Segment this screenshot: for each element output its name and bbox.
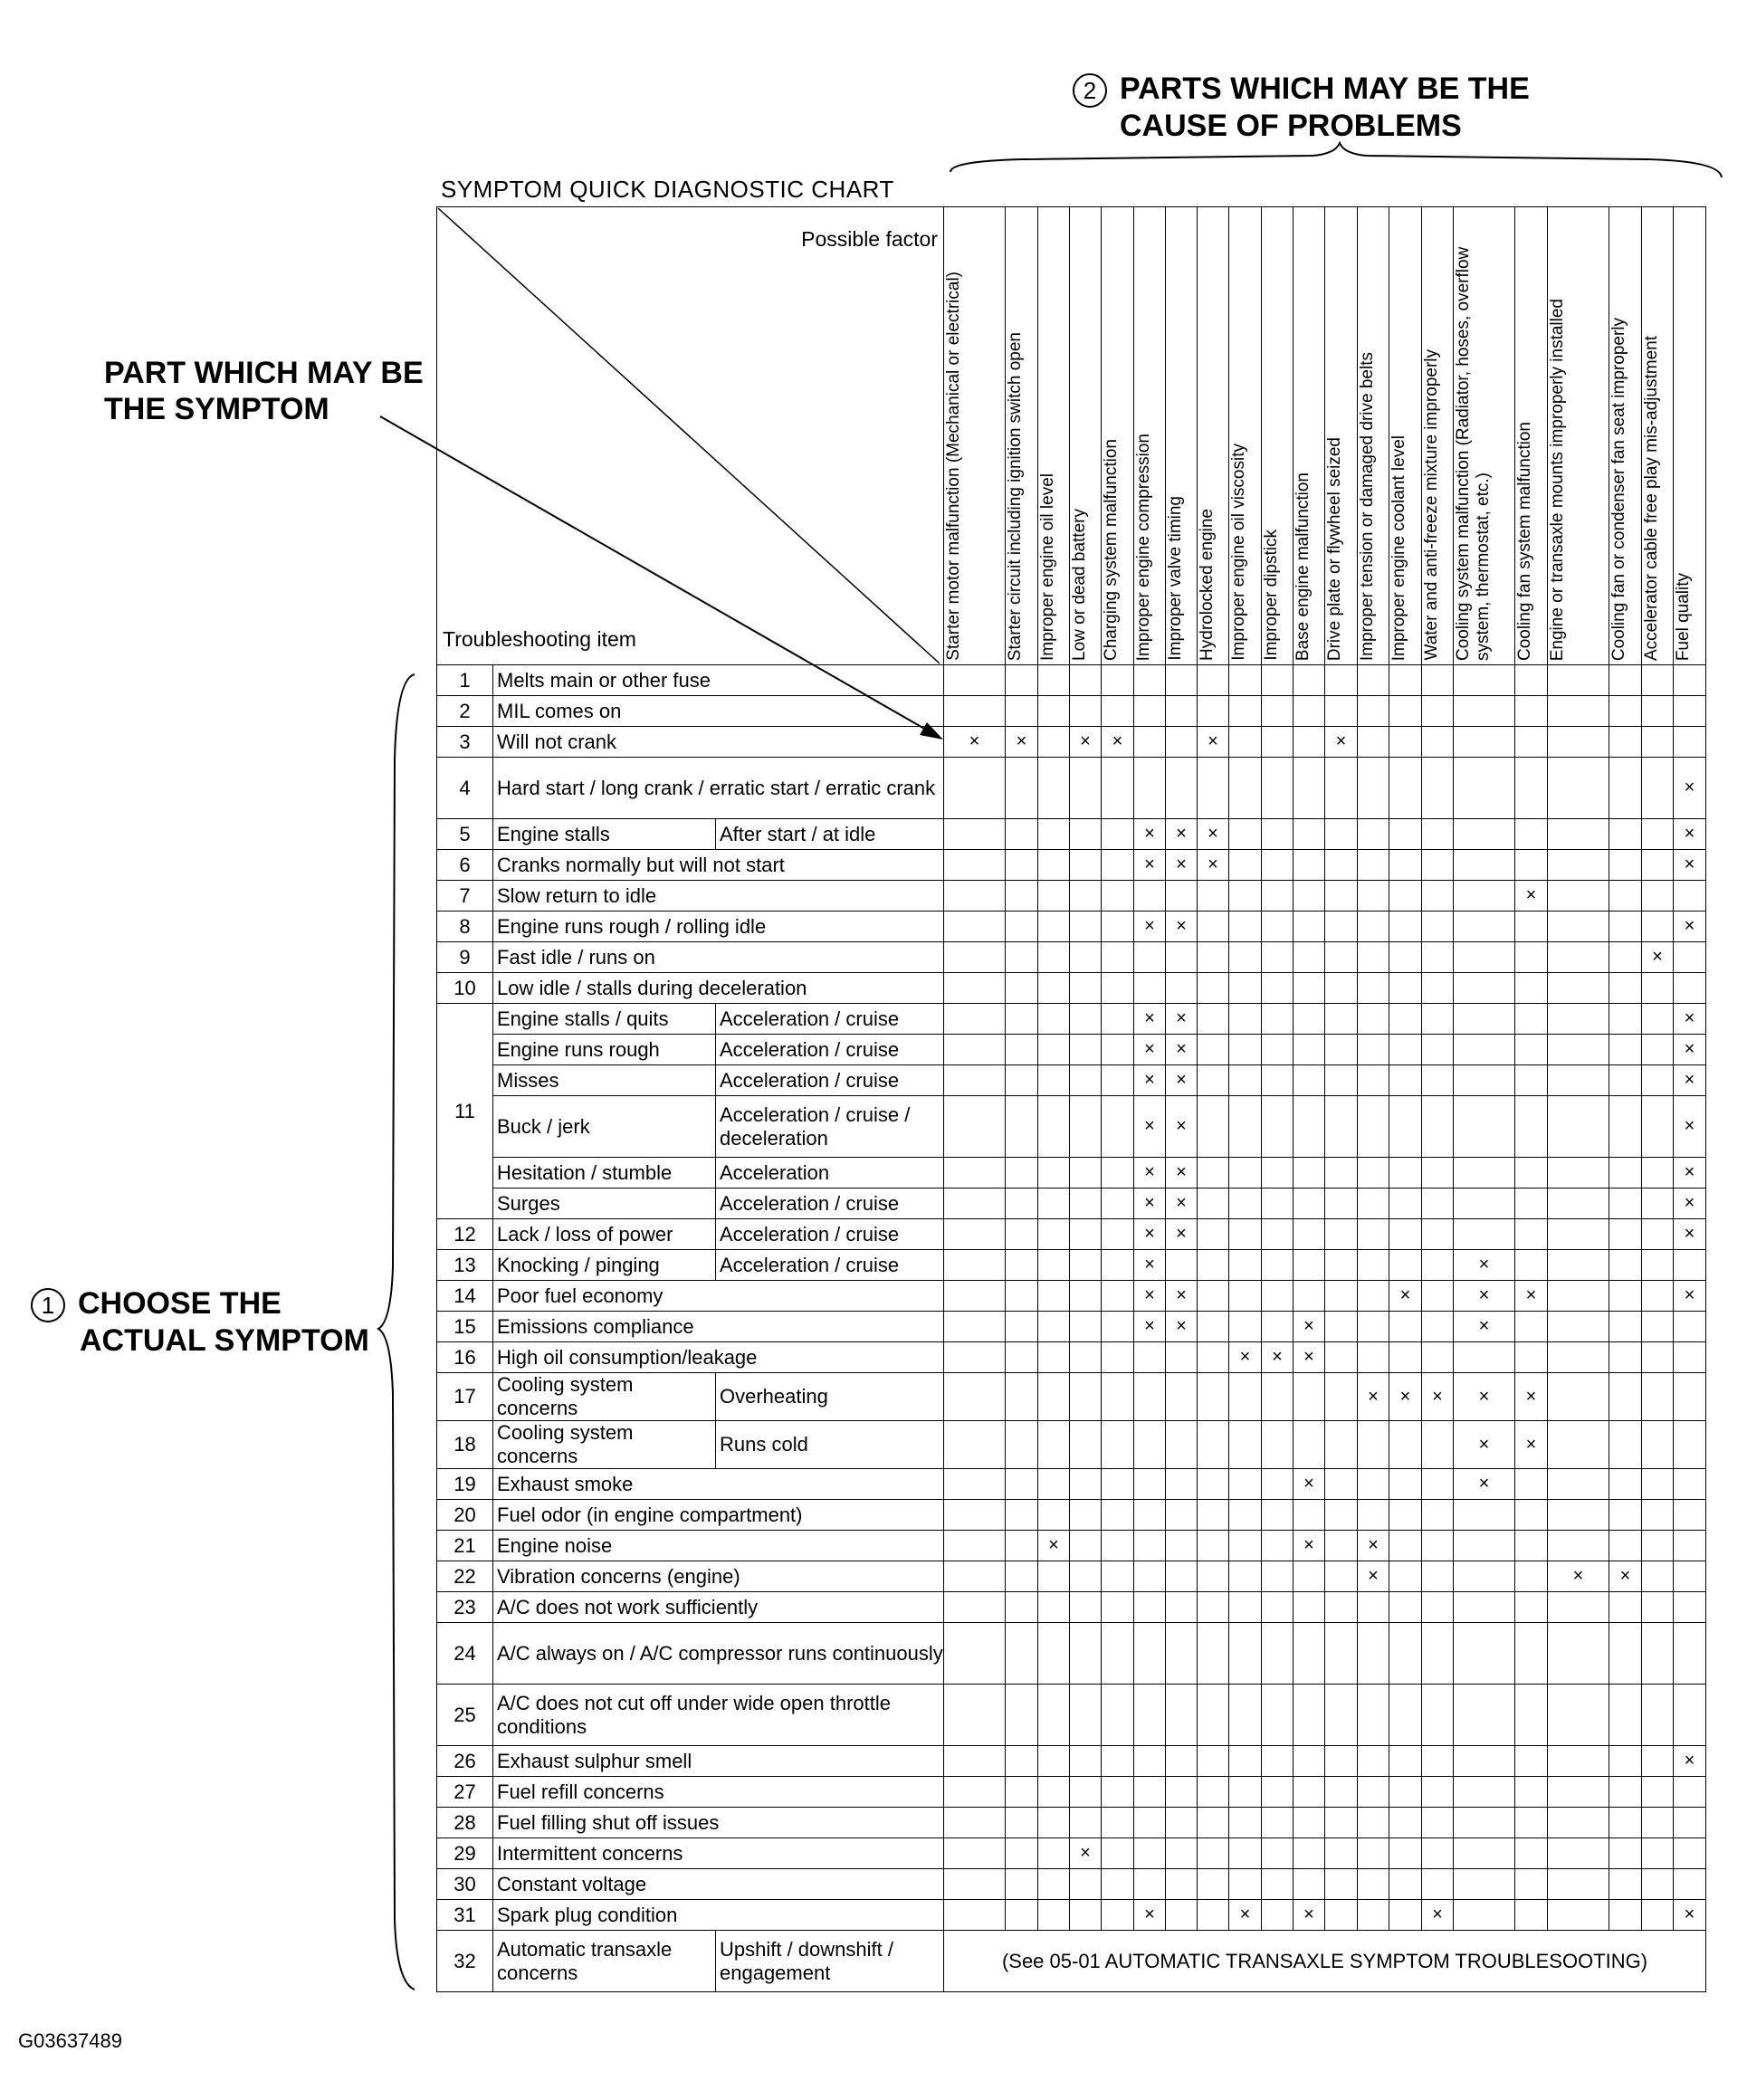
row-number: 31 [437,1900,493,1931]
row-number: 16 [437,1342,493,1373]
row-number: 15 [437,1312,493,1342]
symptom-item: Vibration concerns (engine) [493,1561,944,1592]
factor-mark: × [1166,1188,1198,1219]
factor-mark: × [1294,1900,1325,1931]
symptom-item: Engine stalls / quits [493,1004,716,1035]
row-number: 32 [437,1931,493,1992]
factor-mark: × [1134,912,1166,942]
factor-mark: × [1134,1900,1166,1931]
factor-label: Low or dead battery [1070,509,1090,661]
parts-heading-line2: CAUSE OF PROBLEMS [1120,109,1462,144]
factor-mark: × [1070,727,1102,758]
symptom-condition: Acceleration [716,1158,944,1188]
factor-mark: × [1262,1342,1294,1373]
factor-mark: × [1134,1281,1166,1312]
symptom-item: Engine runs rough / rolling idle [493,912,944,942]
factor-mark: × [1294,1531,1325,1561]
factor-mark: × [1609,1561,1642,1592]
factor-mark: × [1674,1900,1706,1931]
factor-label: Improper dipstick [1262,530,1282,661]
factor-label: Fuel quality [1674,572,1694,661]
factor-mark: × [1389,1281,1422,1312]
symptom-arrowhead [920,722,943,740]
factor-mark: × [1515,1373,1548,1421]
row-number: 12 [437,1219,493,1250]
row-number: 9 [437,942,493,973]
transaxle-note: (See 05-01 AUTOMATIC TRANSAXLE SYMPTOM TROUBLESOOTING) [944,1931,1706,1992]
factor-mark: × [1166,1065,1198,1096]
factor-mark: × [1006,727,1038,758]
row-number: 25 [437,1685,493,1746]
factor-mark: × [1674,819,1706,850]
symptom-part-line1: PART WHICH MAY BE [104,356,424,390]
factor-mark: × [1454,1281,1515,1312]
symptom-item: Will not crank [493,727,944,758]
symptom-item: Hard start / long crank / erratic start / erratic crank [493,758,944,819]
row-number: 18 [437,1421,493,1469]
symptom-condition: Overheating [716,1373,944,1421]
troubleshooting-item-label: Troubleshooting item [443,627,636,651]
symptom-item: Cooling system concerns [493,1373,716,1421]
row-number: 17 [437,1373,493,1421]
factor-mark: × [1038,1531,1070,1561]
row-number: 11 [437,1004,493,1219]
factor-mark: × [1166,912,1198,942]
factor-mark: × [1358,1561,1389,1592]
factor-mark: × [1134,1188,1166,1219]
factor-mark: × [1642,942,1674,973]
row-number: 24 [437,1623,493,1685]
row-number: 6 [437,850,493,881]
factor-mark: × [1294,1469,1325,1500]
factor-mark: × [1166,1004,1198,1035]
parts-heading-line1: PARTS WHICH MAY BE THE [1120,72,1530,106]
symptom-condition: Runs cold [716,1421,944,1469]
factor-mark: × [1515,881,1548,912]
factor-label: Improper engine oil level [1038,472,1058,661]
row-number: 5 [437,819,493,850]
factor-label: Cooling system malfunction (Radiator, hoses, overflow system, thermostat, etc.) [1454,246,1494,661]
choose-heading-line2: ACTUAL SYMPTOM [80,1323,369,1359]
symptom-item: Fuel refill concerns [493,1777,944,1808]
factor-label: Improper valve timing [1166,496,1186,661]
factor-mark: × [1674,1035,1706,1065]
symptom-item: Lack / loss of power [493,1219,716,1250]
symptom-item: Buck / jerk [493,1096,716,1158]
symptom-item: Low idle / stalls during deceleration [493,973,944,1004]
factor-label: Hydrolocked engine [1198,509,1217,661]
factor-mark: × [1070,1838,1102,1869]
factor-label: Improper tension or damaged drive belts [1358,351,1378,661]
symptom-condition: Acceleration / cruise [716,1188,944,1219]
symptom-item: Exhaust smoke [493,1469,944,1500]
symptom-condition: Acceleration / cruise [716,1035,944,1065]
factor-mark: × [1454,1421,1515,1469]
factor-mark: × [1166,1158,1198,1188]
symptom-item: Fuel filling shut off issues [493,1808,944,1838]
number-two-circle: 2 [1073,73,1107,108]
factor-mark: × [1454,1469,1515,1500]
factor-mark: × [1198,850,1229,881]
factor-mark: × [1515,1421,1548,1469]
factor-mark: × [1674,1065,1706,1096]
symptom-item: Automatic transaxle concerns [493,1931,716,1992]
factor-mark: × [1134,1219,1166,1250]
factor-mark: × [1229,1900,1262,1931]
factor-label: Engine or transaxle mounts improperly installed [1548,298,1568,661]
chart-title: SYMPTOM QUICK DIAGNOSTIC CHART [441,176,894,203]
row-number: 19 [437,1469,493,1500]
symptom-item: Melts main or other fuse [493,665,944,696]
symptom-item: Engine noise [493,1531,944,1561]
factor-label: Charging system malfunction [1102,439,1122,661]
symptom-part-line2: THE SYMPTOM [104,392,329,426]
factor-mark: × [1229,1342,1262,1373]
factor-mark: × [1134,1250,1166,1281]
factor-label: Improper engine compression [1134,433,1154,661]
factor-mark: × [1674,1004,1706,1035]
factor-label: Starter motor malfunction (Mechanical or electrical) [944,272,964,661]
factor-mark: × [1166,1312,1198,1342]
row-number: 29 [437,1838,493,1869]
factor-mark: × [1134,819,1166,850]
factor-mark: × [1166,1219,1198,1250]
row-number: 10 [437,973,493,1004]
symptom-arrow-line [380,416,932,733]
factor-mark: × [1134,1035,1166,1065]
factor-label: Improper engine oil viscosity [1229,444,1249,661]
symptom-item: A/C does not work sufficiently [493,1592,944,1623]
row-number: 2 [437,696,493,727]
row-number: 26 [437,1746,493,1777]
factor-mark: × [1454,1312,1515,1342]
factor-mark: × [1134,1096,1166,1158]
row-number: 13 [437,1250,493,1281]
factor-label: Water and anti-freeze mixture improperly [1422,349,1442,661]
row-number: 1 [437,665,493,696]
symptom-item: Poor fuel economy [493,1281,944,1312]
factor-mark: × [1358,1531,1389,1561]
symptom-condition: After start / at idle [716,819,944,850]
factor-mark: × [1134,850,1166,881]
factor-mark: × [1422,1900,1454,1931]
symptom-condition: Acceleration / cruise [716,1065,944,1096]
symptom-item: MIL comes on [493,696,944,727]
factor-mark: × [1358,1373,1389,1421]
row-number: 20 [437,1500,493,1531]
factor-mark: × [1422,1373,1454,1421]
symptom-item: Engine runs rough [493,1035,716,1065]
factors-brace [950,143,1722,177]
symptom-item: Exhaust sulphur smell [493,1746,944,1777]
row-number: 23 [437,1592,493,1623]
symptom-item: Intermittent concerns [493,1838,944,1869]
row-number: 22 [437,1561,493,1592]
factor-mark: × [1166,819,1198,850]
symptom-item: Misses [493,1065,716,1096]
factor-label: Cooling fan system malfunction [1515,421,1535,661]
symptom-item: Hesitation / stumble [493,1158,716,1188]
factor-label: Cooling fan or condenser fan seat improperly [1609,317,1629,661]
symptom-item: Fuel odor (in engine compartment) [493,1500,944,1531]
symptom-item: Constant voltage [493,1869,944,1900]
symptom-condition: Acceleration / cruise [716,1219,944,1250]
symptom-item: Fast idle / runs on [493,942,944,973]
factor-mark: × [944,727,1006,758]
row-number: 8 [437,912,493,942]
factor-mark: × [1166,850,1198,881]
row-number: 3 [437,727,493,758]
symptom-item: High oil consumption/leakage [493,1342,944,1373]
row-number: 30 [437,1869,493,1900]
symptom-condition: Acceleration / cruise [716,1250,944,1281]
symptom-item: A/C always on / A/C compressor runs continuously [493,1623,944,1685]
row-number: 21 [437,1531,493,1561]
factor-label: Drive plate or flywheel seized [1325,436,1345,661]
symptom-condition: Acceleration / cruise / deceleration [716,1096,944,1158]
factor-mark: × [1134,1065,1166,1096]
symptom-item: Spark plug condition [493,1900,944,1931]
factor-mark: × [1166,1035,1198,1065]
factor-label: Accelerator cable free play mis-adjustment [1642,335,1662,661]
row-number: 28 [437,1808,493,1838]
factor-mark: × [1674,912,1706,942]
factor-mark: × [1674,1188,1706,1219]
factor-label: Improper engine coolant level [1389,434,1409,661]
symptom-item: Slow return to idle [493,881,944,912]
factor-mark: × [1198,819,1229,850]
factor-mark: × [1134,1158,1166,1188]
factor-mark: × [1454,1373,1515,1421]
figure-code: G03637489 [18,2029,122,2052]
factor-mark: × [1674,1096,1706,1158]
symptom-item: A/C does not cut off under wide open throttle conditions [493,1685,944,1746]
factor-mark: × [1134,1312,1166,1342]
symptom-condition: Upshift / downshift / engagement [716,1931,944,1992]
symptom-condition: Acceleration / cruise [716,1004,944,1035]
factor-mark: × [1325,727,1358,758]
factor-mark: × [1198,727,1229,758]
factor-mark: × [1674,1281,1706,1312]
factor-mark: × [1674,850,1706,881]
possible-factor-label: Possible factor [801,227,939,251]
factor-label: Base engine malfunction [1294,472,1313,661]
number-one-circle: 1 [31,1288,65,1322]
symptom-item: Surges [493,1188,716,1219]
factor-mark: × [1134,1004,1166,1035]
factor-mark: × [1674,1219,1706,1250]
factor-label: Starter circuit including ignition switch open [1006,331,1026,661]
choose-heading-line1: CHOOSE THE [78,1286,282,1321]
factor-mark: × [1166,1281,1198,1312]
factor-mark: × [1294,1342,1325,1373]
factor-mark: × [1294,1312,1325,1342]
factor-mark: × [1515,1281,1548,1312]
row-number: 4 [437,758,493,819]
row-number: 7 [437,881,493,912]
factor-mark: × [1548,1561,1609,1592]
row-number: 14 [437,1281,493,1312]
symptom-item: Cranks normally but will not start [493,850,944,881]
symptom-item: Cooling system concerns [493,1421,716,1469]
factor-mark: × [1674,758,1706,819]
symptom-item: Engine stalls [493,819,716,850]
factor-mark: × [1674,1158,1706,1188]
factor-mark: × [1102,727,1134,758]
rows-brace [378,674,415,1990]
symptom-item: Knocking / pinging [493,1250,716,1281]
factor-mark: × [1454,1250,1515,1281]
corner-diagonal [438,208,940,663]
symptom-item: Emissions compliance [493,1312,944,1342]
factor-mark: × [1674,1746,1706,1777]
factor-mark: × [1389,1373,1422,1421]
factor-mark: × [1166,1096,1198,1158]
row-number: 27 [437,1777,493,1808]
